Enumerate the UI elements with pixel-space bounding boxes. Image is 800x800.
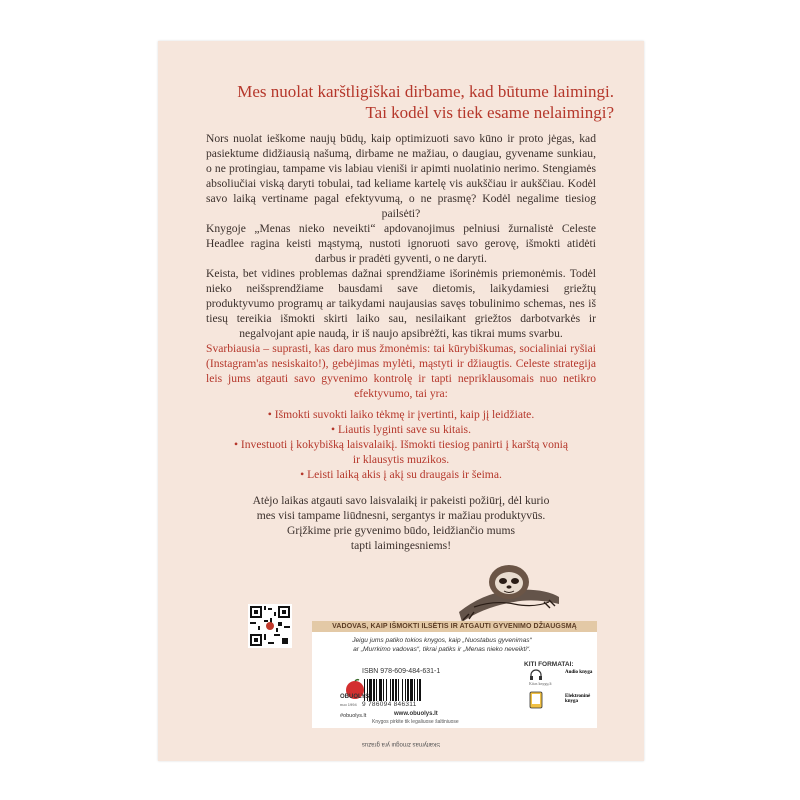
formats-label: KITI FORMATAI: [524,661,574,668]
barcode-number: 9 786094 846311 [362,701,417,708]
red-paragraph [206,341,596,401]
closing-line: mes visi tampame liūdnesni, sergantys ir mažiau produktyvūs. [256,509,546,522]
bullet-item: • Liautis lyginti save su kitais. [331,423,471,436]
headline-line-1: Mes nuolat karštligiškai dirbame, kad būtume laimingi. [237,82,614,101]
paragraph-2 [206,221,596,266]
isbn: ISBN 978-609-484-631-1 [362,668,441,675]
bullet-item: • Investuoti į kokybišką laisvalaikį. Išmokti tiesiog panirti į karštą vonią [233,438,569,451]
ebook-icon [529,691,543,709]
headphones-icon [529,668,543,682]
paragraph-1 [206,131,596,221]
other-formats [524,661,594,668]
publisher-name: OBUOLYS [340,694,370,700]
closing-text [158,493,644,553]
paragraph-text: Knygoje „Menas nieko neveikti“ apdovanojimus pelniusi žurnalistė Celeste Headlee ragina keisti mąstymą, nustoti ignoruoti savo gerovę, išmokti atidėti darbus ir pradėti gyventi, o ne daryti. [206,222,596,265]
sloth-illustration [454,552,564,630]
book-back-cover [158,41,644,761]
closing-line: Atėjo laikas atgauti savo laisvalaikį ir pakeisti požiūrį, dėl kurio [252,494,550,507]
ebook-format [529,689,594,711]
audio-format [529,668,594,686]
qr-code [248,604,292,648]
publisher-url: www.obuolys.lt [394,711,438,717]
headline-line-2: Tai kodėl vis tiek esame nelaimingi? [365,103,614,122]
closing-line: tapti laimingesniems! [350,539,452,552]
bullet-list [158,407,644,482]
audio-source: Kitas knygų.lt [529,681,552,686]
footer-slogan: Skaitymas žmogui yra gražus [361,741,441,747]
ebook-label: Elektroninė knyga [565,694,591,704]
audio-label: Audio knyga [565,670,593,675]
publisher-handle: #obuolys.lt [340,713,367,719]
bullet-item: • Išmokti suvokti laiko tėkmę ir įvertinti, kaip jį leidžiate. [267,408,535,421]
paragraph-text: Keista, bet vidines problemas dažnai sprendžiame išorinėmis priemonėmis. Todėl nieko neišsprendžiame bausdami save dietomis, laikydamiesi griežtų produktyvumo programų ar taikydami naujausias savęs tobulinimo schemas, nes iš tiesų tereikia išmokti skirti laiko sau, nesilaikant griežtos darbotvarkės ir negalvojant apie naudą, ir iš naujo apsibrėžti, kas tikrai mums svarbu. [206,267,596,340]
bullet-item: ir klausytis muzikos. [352,453,450,466]
fineprint: Knygos pirkite tik legaliuose šaltiniuose [372,719,459,725]
paragraph-text: Svarbiausia – suprasti, kas daro mus žmonėmis: tai kūrybiškumas, socialiniai ryšiai (Instagram'as nesiskaito!), gebėjimas mylėti, mąstyti ir džiaugtis. Celeste strategija leis jums atgauti savo gyvenimo kontrolę ir tapti nepriklausomais nuo netikro efektyvumo, tai yra: [206,342,596,400]
panel-note: Jeigu jums patiko tokios knygos, kaip „Nuostabus gyvenimas“ ar „Murrkimo vadovas“, tikrai patiks ir „Menas nieko neveikti“. [352,637,532,653]
closing-line: Grįžkime prie gyvenimo būdo, leidžiančio mums [287,524,515,537]
paragraph-3 [206,266,596,341]
paragraph-text: Nors nuolat ieškome naujų būdų, kaip optimizuoti savo kūno ir proto jėgas, kad pasiektume didžiausią našumą, dirbame ne mažiau, o daugiau, gyvename sunkiau, o ne protingiau, tampame vis labiau vieniši ir apimti nuolatinio nerimo. Stengiamės absoliučiai viską daryti tobulai, tad keliame kartelę vis aukščiau ir aukščiau. Kodėl savo laiką vertiname pagal efektyvumą, o ne prasmę? Kodėl negalime tiesiog pailsėti? [206,132,596,220]
barcode [362,679,462,701]
bullet-item: • Leisti laiką akis į akį su draugais ir šeima. [300,468,502,481]
publisher-since: nuo 1994 [340,702,357,707]
panel-header: VADOVAS, KAIP IŠMOKTI ILSĖTIS IR ATGAUTI GYVENIMO DŽIAUGSMĄ [312,621,597,632]
headline [158,81,644,123]
